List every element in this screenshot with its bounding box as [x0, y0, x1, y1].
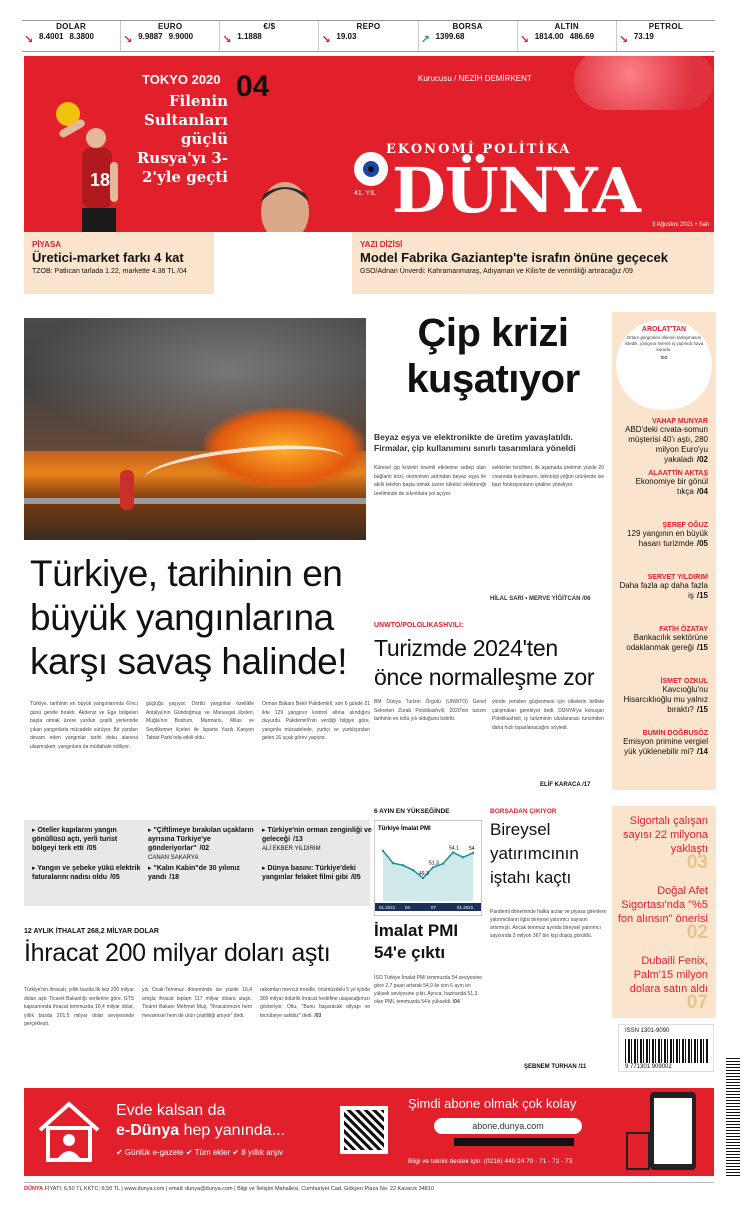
column-page: /04	[696, 487, 708, 496]
export-page: /03	[314, 1012, 322, 1019]
body-column: güçlüğü yaşıyor. Dörtlü yangınlar özellikle Antalya'nın Gündoğmuş ve Manavgat ilçeleri, Muğla'nın Bodrum, Marmaris, Milas ve Seydikemer ilçeleri ile Isparta Yazılı Kanyon Tabiat Parkı'nda etkili oldu.	[146, 701, 254, 741]
ticker-value: 1814.00	[534, 33, 564, 41]
issn-label: ISSN 1301-9090	[625, 1028, 670, 1034]
related-story-page: /02	[199, 845, 210, 852]
story-model-factory[interactable]	[352, 232, 714, 294]
bubble-body: Ortam gerginken ülkenin tarlaşmasını istedik, yangına önemli iş yapılırdı hava kurudu.	[624, 335, 704, 352]
ticker-item	[121, 21, 220, 51]
arrow-down-icon: ↘	[222, 34, 232, 46]
pmi-point	[402, 864, 404, 866]
tourism-story-body	[374, 698, 604, 784]
ticker-value-2: 9.9000	[168, 33, 194, 41]
pmi-x-tick: 01.2021	[379, 905, 396, 910]
related-story-page: /13	[293, 836, 303, 843]
ticker-values	[620, 33, 712, 41]
borsa-byline: ŞEBNEM TURHAN /11	[524, 1064, 587, 1070]
ticker-name: BORSA	[452, 22, 483, 31]
pmi-body-text: İSO Türkiye İmalat PMI temmuzda 54 seviyesine göre 2,7 puan artarak 54,0 ile son 6 ayın en yüksek seviyesine çıktı. Ayrıca, haziranda 51,3 olan PMI, temmuzda 54'e yükseldi.	[374, 975, 483, 1005]
related-story-title: Dünya basını: Türkiye'deki yangınlar felaket filmi gibi	[262, 865, 356, 881]
ticker-value: 1.1888	[237, 33, 262, 41]
arrow-up-icon: ↗	[420, 34, 430, 46]
subscription-ad[interactable]	[24, 1088, 714, 1176]
ticker-values	[422, 33, 514, 41]
ticker-name: ALTIN	[554, 22, 579, 31]
columnist-entry[interactable]	[616, 678, 708, 715]
chip-story-body	[374, 464, 604, 604]
promo-text: Sigortalı çalışan sayısı 22 milyona yaklaştı	[623, 815, 708, 855]
borsa-headline[interactable]: Bireysel yatırımcının iştahı kaçtı	[490, 820, 579, 887]
related-story-title: "Kalın Kabin"de 30 yılımız yandı	[148, 865, 240, 881]
story-kicker: YAZI DİZİSİ	[360, 240, 403, 249]
ticker-name: DOLAR	[56, 22, 87, 31]
columnist-entry[interactable]	[616, 730, 708, 757]
columnist-entry[interactable]	[616, 470, 708, 497]
evil-eye-icon	[354, 152, 388, 186]
app-store-badges[interactable]	[454, 1138, 574, 1146]
ticker-value: 9.9887	[138, 33, 163, 41]
ad-line-2	[116, 1122, 285, 1140]
ad-subscribe-text: Şimdi abone olmak çok kolay	[408, 1096, 577, 1111]
arolat-bubble[interactable]	[616, 320, 712, 410]
ticker-item	[319, 21, 418, 51]
column-title-text: Bankacılık sektörüne odaklanmak gereği	[626, 633, 708, 652]
body-column: Türkiye'nin ihracatı, yıllık bazda ilk kez 200 milyar doları aştı. Ticaret Bakanlığı verilerine göre, GTS kapsamında ihracat temmuzda 16,4 milyar dolar, yıllık bazda 201,5 milyar dolar seviyesinde gerçekleşti.	[24, 987, 134, 1027]
promo-text: Doğal Afet Sigortası'nda "%5 fon alınsın" önerisi	[617, 885, 708, 925]
pmi-point	[472, 852, 474, 854]
related-story-author: CANAN SAKARYA	[148, 855, 199, 861]
related-story-page: /18	[169, 874, 180, 881]
related-story-link[interactable]: ▸ "Çiftlimeye bırakılan uçakların ayrısına Türkiye'ye gönderiyorlar" /02 CANAN SAKARYA	[148, 826, 258, 863]
olympic-headline[interactable]: Filenin Sultanları güçlü Rusya'yı 3-2'yle geçti	[136, 92, 228, 186]
arrow-down-icon: ↘	[321, 34, 331, 46]
arrow-down-icon: ↘	[123, 34, 133, 46]
body-column: yönde yeniden güçlenmesi için ülkelerin birlikte çalışmaları gerekiyor dedi. DÜNYA'ya konuşan Pololikashvili, iş turizminin uluslararası turizmden daha hızlı toparlanacağını söyledi.	[492, 699, 604, 731]
market-ticker	[22, 20, 715, 52]
ad-line-1: Evde kalsan da	[116, 1102, 226, 1119]
anniversary-label: 41. YIL	[354, 190, 377, 197]
pmi-point	[442, 862, 444, 864]
related-story-link[interactable]: ▸ Dünya basını: Türkiye'deki yangınlar felaket filmi gibi /05	[262, 865, 361, 881]
related-story-title: Oteller kapılarını yangın gönüllüsü açtı, yerli turist bölgeyi terk etti	[32, 827, 118, 852]
ticker-value: 1399.68	[435, 33, 465, 41]
column-page: /02	[696, 455, 708, 464]
body-column-text: rakamları mevcut trendle, önümüzdeki 5 yıl içinde 300 milyar dolarlık ihracat hedefine ulaşacağımızı gösteriyor. Otlu, "Bunu başaracak altyapı ve tecrübeye sahibiz" dedi.	[260, 987, 370, 1019]
barcode	[618, 1024, 714, 1072]
export-kicker: 12 AYLIK İTHALAT 268,2 MİLYAR DOLAR	[24, 928, 159, 935]
device-mockup-image	[624, 1092, 710, 1172]
arrow-down-icon: ↘	[24, 34, 34, 46]
column-page: /14	[696, 747, 708, 756]
story-summary: GSO/Adnan Ünverdi: Kahramanmaraş, Adıyaman ve Kilis'te de verimliliği artıracağız /09	[360, 268, 633, 275]
promo-item[interactable]	[612, 954, 708, 1013]
pmi-x-tick: 04	[405, 905, 411, 910]
related-story-author: ALİ EKBER YILDIRIM	[262, 846, 321, 852]
column-title	[616, 425, 708, 465]
barcode-bars	[625, 1039, 709, 1063]
ticker-values	[521, 33, 613, 41]
ad-brand: e-Dünya	[116, 1122, 180, 1139]
tourism-headline[interactable]: Turizmde 2024'ten önce normalleşme zor	[374, 635, 595, 690]
body-column: yılı Ocak-Temmuz döneminde ise yüzde 16,4 artışla ihracat toplam 117 milyar dolara ulaştı. Ticaret Bakanı Mehmet Muş, "İhracatımızın hem mevsimsel hem de ürün çeşitliliği artıyor" dedi.	[142, 987, 252, 1019]
pmi-data-label: 51,3	[429, 860, 439, 867]
ticker-item	[518, 21, 617, 51]
chip-byline: HİLAL SARI • MERVE YİĞİTCAN /06	[490, 596, 591, 602]
vertical-barcode-strip	[726, 1058, 740, 1178]
body-column	[260, 986, 370, 1072]
pmi-page: /04	[452, 999, 460, 1005]
masthead	[24, 56, 714, 232]
ad-features: ✔ Günlük e-gazete ✔ Tüm ekler ✔ 8 yıllık arşiv	[116, 1148, 284, 1157]
column-title-text: Emisyon primine vergiel yük yüklenebilir mi?	[623, 737, 708, 756]
tourism-kicker: UNWTO/POLOLIKASHVILI:	[374, 622, 464, 629]
columnist-name: ALAATTİN AKTAŞ	[648, 470, 708, 477]
pmi-data-label: 54	[469, 846, 475, 852]
main-headline[interactable]: Türkiye, tarihinin en büyük yangınlarına karşı savaş halinde!	[30, 553, 348, 682]
pmi-point	[462, 856, 464, 858]
promo-item[interactable]	[612, 884, 708, 943]
footer-brand: DÜNYA	[24, 1186, 44, 1192]
ticker-name: PETROL	[648, 22, 684, 31]
pmi-x-tick: 07	[431, 905, 437, 910]
ticker-item	[419, 21, 518, 51]
pmi-chart	[374, 820, 482, 916]
promo-text: Dubaili Fenix, Palm'15 milyon dolara satın aldı	[629, 955, 708, 995]
tourism-byline: ELİF KARACA /17	[540, 782, 591, 788]
ad-line-2-text: hep yanında...	[179, 1122, 285, 1139]
pmi-point	[432, 866, 434, 868]
ticker-item	[617, 21, 715, 51]
pmi-body	[374, 974, 482, 1068]
ticker-item	[22, 21, 121, 51]
svg-text:18: 18	[90, 170, 111, 190]
chip-headline[interactable]: Çip krizi kuşatıyor	[406, 311, 580, 401]
columnist-entry[interactable]	[616, 626, 708, 653]
pmi-point	[452, 851, 454, 853]
footer-text: FİYATI: 6,50 TL KKTC: 6,50 TL | www.dunya.com | email: dunya@dunya.com | Bilgi ve İletişim Mahallesi, Cumhuriyet Cad. Gökşen Plaza No: 22 Kavacık 34810	[44, 1186, 434, 1192]
export-story-body	[24, 986, 370, 1072]
story-summary: TZOB: Patlıcan tarlada 1.22, markette 4.38 TL /04	[32, 268, 187, 275]
bubble-title: AROLAT'TAN	[641, 326, 687, 333]
related-story-title: Türkiye'nin orman zenginliği ve geleceği	[262, 827, 372, 843]
related-story-page: /05	[110, 874, 120, 881]
body-column: sektörler tercihleri, ilk aşamada üretimin yüzde 20 civarında kısılmasını, teknoloji yoğun ürünlerde ise bazı fonksiyonların iptaline yöneliyor.	[492, 465, 604, 488]
column-title-text: Daha fazla ap daha fazla iş	[619, 581, 708, 600]
arrow-down-icon: ↘	[618, 34, 629, 46]
column-title	[616, 685, 708, 715]
brand-logo: DÜNYA	[392, 154, 640, 227]
body-column: BM Dünya Turizm Örgütü (UNWTO) Genel Sekreteri Zurab Pololikashvili, 2020'nin turizm tarihinin en kötü yılı olduğunu belirtti.	[374, 699, 486, 722]
support-phone: Bilgi ve teknik destek için: (0216) 440 24 70 - 71 - 72 - 73	[408, 1158, 573, 1165]
columnist-portrait	[220, 172, 350, 232]
related-story-title: "Çiftlimeye bırakılan uçakların ayrısına Türkiye'ye gönderiyorlar"	[148, 827, 254, 852]
bubble-page: /03	[660, 355, 668, 360]
column-page: /15	[696, 643, 708, 652]
related-story-page: /05	[86, 845, 97, 852]
pmi-headline[interactable]: İmalat PMI 54'e çıktı	[374, 921, 459, 962]
related-stories	[24, 820, 370, 906]
ticker-value: 8.4001	[39, 33, 64, 41]
promo-page: 02	[686, 922, 708, 943]
related-story-link[interactable]: ▸ "Kalın Kabin"de 30 yılımız yandı /18	[148, 865, 240, 881]
related-story-page: /05	[350, 874, 361, 881]
pmi-point	[382, 850, 384, 852]
pmi-data-label: 49,3	[419, 871, 429, 878]
column-title	[616, 477, 708, 497]
globe-graphic	[574, 56, 714, 110]
story-headline: Model Fabrika Gaziantep'te israfın önüne geçecek	[360, 250, 668, 265]
related-story-link[interactable]: ▸ Yangın ve şebeke yükü elektrik faturalarını nadısı oldu /05	[32, 865, 141, 881]
borsa-kicker: BORSADAN ÇIKIYOR	[490, 808, 557, 815]
story-kicker: PİYASA	[32, 240, 62, 249]
story-market[interactable]	[24, 232, 214, 294]
promo-page: 07	[686, 992, 708, 1013]
olympic-tag: TOKYO 2020	[142, 72, 221, 87]
ticker-name: EURO	[158, 22, 183, 31]
column-title	[616, 737, 708, 757]
column-title	[616, 581, 708, 601]
pmi-point	[392, 862, 394, 864]
brand-subtitle: EKONOMİ POLİTİKA	[386, 142, 572, 157]
wildfire-photo	[24, 318, 366, 540]
ticker-values	[223, 33, 315, 41]
volleyball-player-image	[38, 92, 138, 232]
founder-line: Kurucusu / NEZİH DEMİRKENT	[418, 74, 532, 83]
promo-sidebar	[612, 806, 716, 1018]
pmi-kicker: 6 AYIN EN YÜKSEĞİNDE	[374, 808, 450, 815]
columnist-name: BUMİN DOĞRUSÖZ	[642, 730, 708, 737]
pmi-point	[422, 877, 424, 879]
pmi-line-chart	[375, 821, 481, 915]
main-story-body	[30, 700, 370, 818]
ticker-name: €/$	[263, 22, 276, 31]
columnist-name: ŞEREF OĞUZ	[662, 522, 708, 529]
issue-number: 04	[236, 70, 270, 103]
chart-title: Türkiye İmalat PMI	[378, 826, 431, 832]
qr-code-icon[interactable]	[340, 1106, 388, 1154]
story-headline: Üretici-market farkı 4 kat	[32, 250, 184, 265]
subscribe-url-button[interactable]: abone.dunya.com	[434, 1118, 582, 1134]
columnist-entry[interactable]	[616, 574, 708, 601]
chip-subheadline: Beyaz eşya ve elektronikte de üretim yavaşlatıldı. Firmalar, çip kullanımını sınırlı tasarımlara yöneldi	[374, 432, 576, 453]
columnist-name: VAHAP MUNYAR	[652, 418, 708, 425]
ticker-value: 19.03	[336, 33, 357, 41]
related-story-link[interactable]: ▸ Türkiye'nin orman zenginliği ve geleceği /13 ALİ EKBER YILDIRIM	[262, 827, 372, 852]
export-headline[interactable]: İhracat 200 milyar doları aştı	[24, 939, 331, 967]
column-title	[616, 633, 708, 653]
column-page: /15	[696, 705, 708, 714]
house-icon	[34, 1096, 104, 1166]
ticker-name: REPO	[356, 22, 381, 31]
promo-page: 03	[686, 852, 708, 873]
ticker-value: 73.19	[633, 33, 654, 41]
related-story-title: Yangın ve şebeke yükü elektrik faturalarını nadısı oldu	[32, 865, 141, 881]
borsa-body: Pandemi döneminde halka arzlar ve piyasa girenlere yatırımcıların ilgisi bireysel yatırımcı sayısını artırmıştı. Ancak temmuz ayında bireysel yatırımcı sayısında 2 milyon 367 bin kişi düşüş görüldü.	[490, 909, 607, 939]
column-page: /15	[696, 591, 708, 600]
columnist-name: FATİH ÖZATAY	[659, 626, 708, 633]
related-story-link[interactable]: ▸ Oteller kapılarını yangın gönüllüsü açtı, yerli turist bölgeyi terk etti /05	[32, 827, 118, 852]
pmi-x-tick: 01.2021	[457, 905, 474, 910]
footer	[24, 1182, 714, 1194]
barcode-number: 9 771301 909002	[625, 1064, 672, 1070]
ticker-item	[220, 21, 319, 51]
ticker-value-2: 486.69	[569, 33, 595, 41]
column-title-text: Kavcıoğlu'nu Hisarcıklıoğlu mu yalnız bıraktı?	[623, 685, 708, 714]
ticker-values	[25, 33, 117, 41]
issue-date: 3 Ağustos 2021 • Salı	[652, 222, 710, 228]
ticker-values	[124, 33, 216, 41]
ticker-value-2: 8.3800	[69, 33, 94, 41]
body-column: Orman Bakanı Bekir Pakdemirli, son 6 günde 21 ilde 129 yangının kontrol altına alındığını duyurdu. Pakdemirli'nin verdiği bilgiye göre, yangınla mücadelede, yurtiçi ve yurtdışından gelen 16 uçak görev yapıyor.	[262, 701, 370, 741]
pmi-data-label: 54,1	[449, 845, 459, 852]
olympic-box	[24, 56, 228, 232]
column-title	[616, 529, 708, 549]
arrow-down-icon: ↘	[519, 34, 529, 46]
body-column: Türkiye, tarihinin en büyük yangınlarında 6'ıncı günü geride bıraktı. Akdeniz ve Ege bölgeleri başta olmak üzere yurdun çeşitli yerlerinde çıkan yangınlarla mücadele sürüyor. Bir yandan devam eden yangınlar tarihi doku alanına ulaşmışken, yangınlara da müdahale ediliyor.	[30, 701, 138, 750]
promo-item[interactable]	[612, 814, 708, 873]
column-page: /05	[696, 539, 708, 548]
column-title-text: Ekonomiye bir gönül tıkça	[635, 477, 708, 496]
pmi-point	[412, 869, 414, 871]
body-column: Küresel çip krizinin önemli etkilerine sebep olan bağlantı krizi, otomotivin ardından beyaz eşya ile akıllı telefon başta olmak üzere tüketici elektroniği üretiminde de sıkıntılara yol açıyor.	[374, 465, 486, 497]
columnist-name: SERVET YILDIRIM	[647, 574, 708, 581]
ticker-values	[322, 33, 414, 41]
column-title-text: 129 yangının en büyük hasarı turizmde	[627, 529, 708, 548]
columnist-entry[interactable]	[616, 522, 708, 549]
column-title-text: ABD'deki cıvata-somun müşterisi 40'ı aştı, 280 milyon Euro'yu yakaladı	[625, 425, 708, 464]
columnist-sidebar	[612, 312, 716, 790]
columnist-entry[interactable]	[616, 418, 708, 465]
columnist-name: İSMET OZKUL	[660, 678, 708, 685]
